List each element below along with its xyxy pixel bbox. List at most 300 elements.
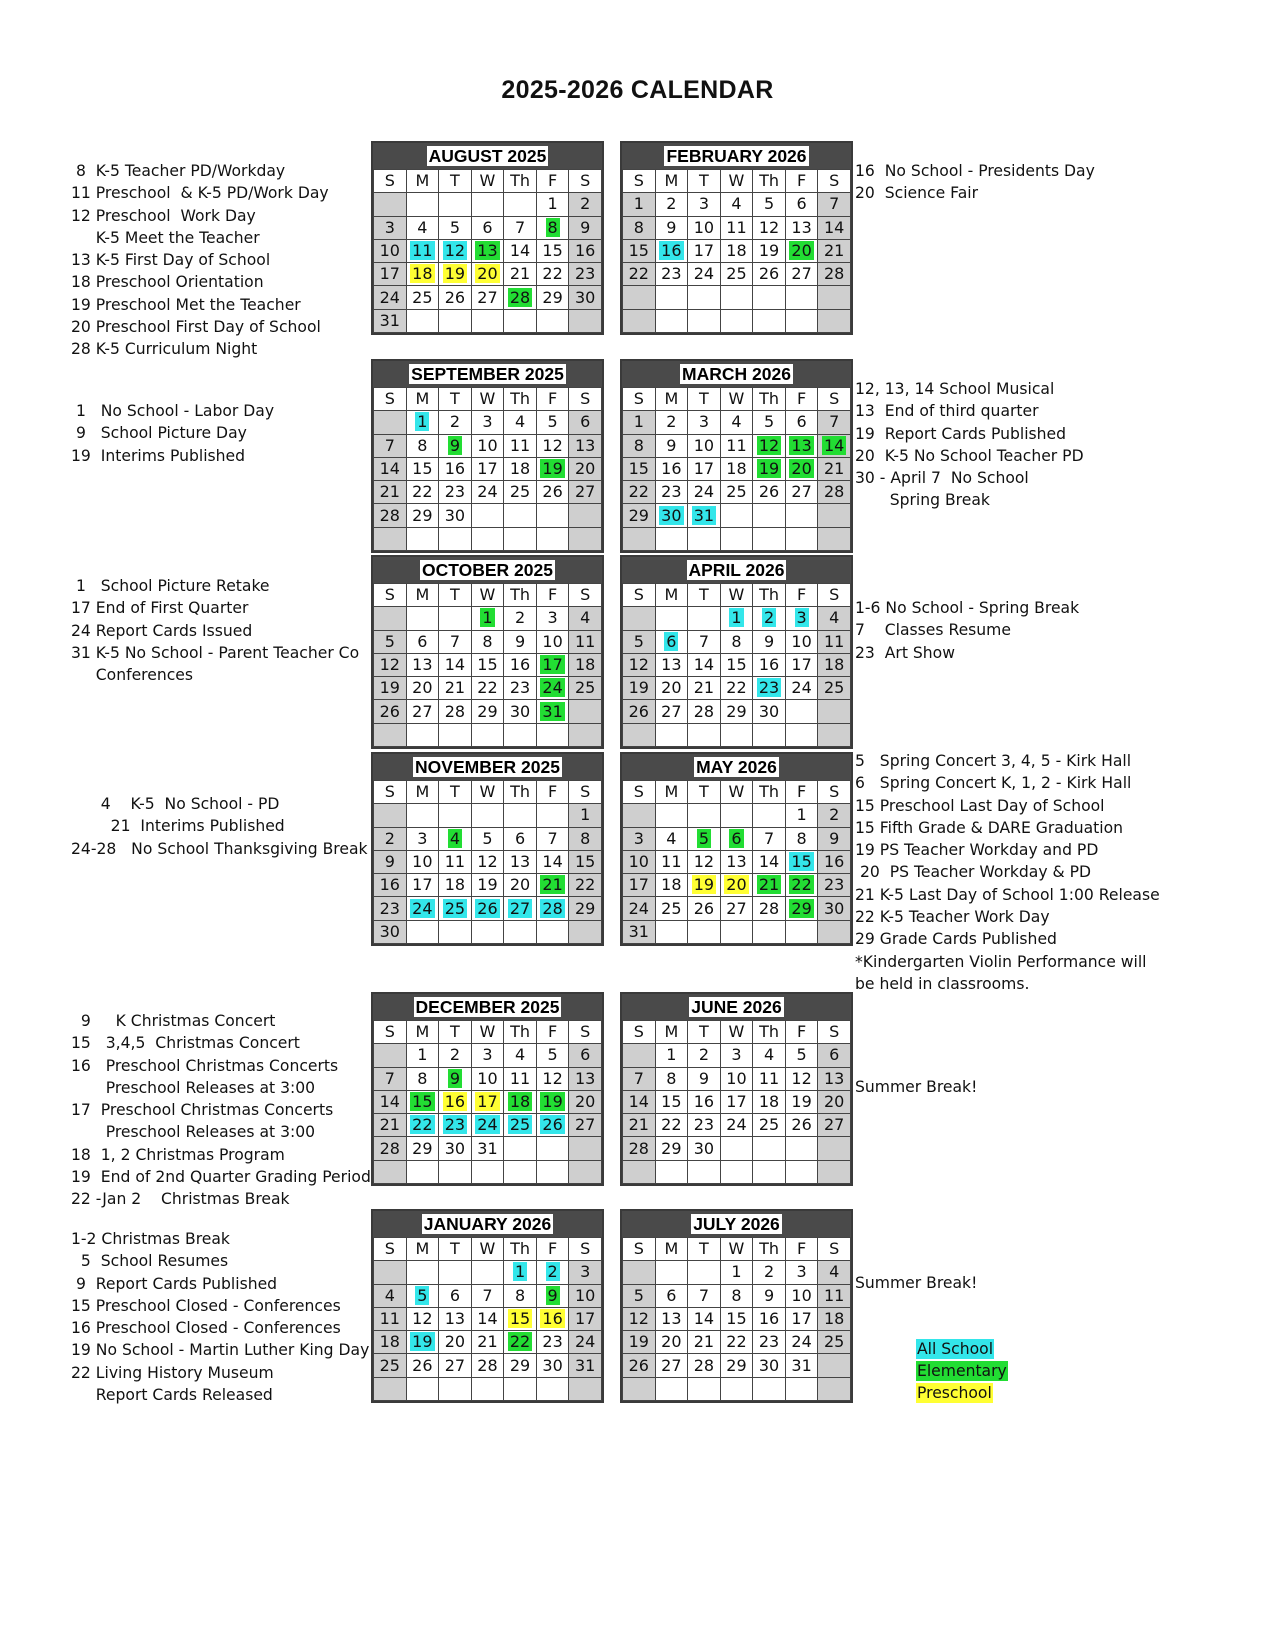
- week-row: [374, 653, 602, 676]
- day-cell: [753, 309, 786, 332]
- day-header: S: [623, 781, 656, 804]
- week-row: [623, 216, 851, 239]
- day-cell: 25: [818, 1331, 851, 1354]
- day-cell: [785, 700, 818, 723]
- day-cell: [504, 309, 537, 332]
- day-cell: [504, 504, 537, 527]
- day-header: F: [536, 584, 569, 607]
- day-cell: [471, 1160, 504, 1183]
- day-header: W: [471, 781, 504, 804]
- day-cell: [818, 1160, 851, 1183]
- day-cell: 6: [504, 827, 537, 850]
- week-row: [374, 1354, 602, 1377]
- day-cell: 25: [504, 1114, 537, 1137]
- week-row: [623, 804, 851, 827]
- day-cell: [720, 527, 753, 550]
- day-cell: [623, 723, 656, 746]
- day-cell: 19: [471, 874, 504, 897]
- day-cell: [536, 1160, 569, 1183]
- day-cell: [374, 804, 407, 827]
- day-header: W: [720, 1238, 753, 1261]
- week-row: [623, 527, 851, 550]
- day-cell: 15: [720, 1307, 753, 1330]
- week-row: [374, 827, 602, 850]
- day-header: M: [655, 584, 688, 607]
- day-cell: 7: [374, 434, 407, 457]
- day-cell: 27: [655, 700, 688, 723]
- day-cell: 4: [818, 607, 851, 630]
- day-cell: 1: [504, 1261, 537, 1284]
- day-cell: [818, 286, 851, 309]
- day-cell: 18: [406, 263, 439, 286]
- day-cell: 6: [818, 1044, 851, 1067]
- day-cell: 30: [688, 1137, 721, 1160]
- month-grid: [622, 1237, 851, 1401]
- day-cell: 20: [569, 1090, 602, 1113]
- day-cell: [439, 309, 472, 332]
- day-cell: 7: [753, 827, 786, 850]
- day-cell: 28: [818, 263, 851, 286]
- day-cell: [504, 1160, 537, 1183]
- day-cell: 17: [471, 1090, 504, 1113]
- day-cell: 21: [688, 677, 721, 700]
- day-cell: 3: [688, 411, 721, 434]
- day-cell: 13: [720, 850, 753, 873]
- legend-elementary: Elementary: [917, 1362, 1007, 1380]
- day-cell: 26: [623, 1354, 656, 1377]
- day-cell: 19: [623, 677, 656, 700]
- day-cell: [439, 1160, 472, 1183]
- day-cell: 5: [688, 827, 721, 850]
- day-cell: [439, 804, 472, 827]
- day-cell: [655, 309, 688, 332]
- day-cell: 26: [439, 286, 472, 309]
- day-cell: 4: [504, 411, 537, 434]
- day-cell: 13: [569, 1067, 602, 1090]
- day-cell: [536, 920, 569, 943]
- day-cell: 14: [471, 1307, 504, 1330]
- day-header: F: [785, 781, 818, 804]
- day-cell: 23: [536, 1331, 569, 1354]
- day-cell: 23: [439, 481, 472, 504]
- day-header: Th: [753, 584, 786, 607]
- day-cell: 25: [374, 1354, 407, 1377]
- day-header: S: [569, 781, 602, 804]
- day-cell: 2: [439, 1044, 472, 1067]
- day-cell: 21: [818, 457, 851, 480]
- day-cell: 13: [406, 653, 439, 676]
- day-header: S: [569, 584, 602, 607]
- notes-october: 1 School Picture Retake 17 End of First Quarter 24 Report Cards Issued 31 K-5 No School - Parent Teacher Co Conferences: [71, 577, 360, 685]
- week-row: [374, 527, 602, 550]
- day-cell: 2: [753, 607, 786, 630]
- day-cell: 11: [569, 630, 602, 653]
- day-cell: 8: [623, 216, 656, 239]
- day-cell: 12: [406, 1307, 439, 1330]
- day-cell: 2: [753, 1261, 786, 1284]
- day-cell: 12: [688, 850, 721, 873]
- day-cell: 24: [688, 481, 721, 504]
- day-cell: 26: [471, 897, 504, 920]
- day-cell: 5: [439, 216, 472, 239]
- day-cell: 13: [785, 216, 818, 239]
- day-cell: [406, 804, 439, 827]
- day-cell: 22: [720, 677, 753, 700]
- day-cell: 12: [753, 216, 786, 239]
- day-header: W: [471, 1021, 504, 1044]
- day-cell: 1: [720, 1261, 753, 1284]
- day-cell: [688, 920, 721, 943]
- day-cell: [785, 1160, 818, 1183]
- day-cell: 5: [785, 1044, 818, 1067]
- day-cell: 5: [374, 630, 407, 653]
- day-cell: [471, 723, 504, 746]
- day-cell: [471, 1261, 504, 1284]
- month-grid: [373, 780, 602, 944]
- day-cell: 28: [536, 897, 569, 920]
- week-row: [623, 827, 851, 850]
- day-cell: 8: [504, 1284, 537, 1307]
- day-header: M: [406, 388, 439, 411]
- day-cell: [655, 527, 688, 550]
- day-cell: 6: [439, 1284, 472, 1307]
- day-cell: [374, 527, 407, 550]
- day-cell: [504, 527, 537, 550]
- day-cell: 25: [655, 897, 688, 920]
- month-title: DECEMBER 2025: [373, 994, 602, 1020]
- day-cell: 30: [536, 1354, 569, 1377]
- day-cell: 1: [406, 411, 439, 434]
- day-cell: [785, 286, 818, 309]
- day-cell: 31: [688, 504, 721, 527]
- day-cell: 12: [471, 850, 504, 873]
- day-cell: 3: [471, 1044, 504, 1067]
- day-cell: 17: [374, 263, 407, 286]
- day-cell: 15: [471, 653, 504, 676]
- week-row: [623, 630, 851, 653]
- day-cell: 7: [439, 630, 472, 653]
- day-cell: 22: [569, 874, 602, 897]
- day-cell: 27: [720, 897, 753, 920]
- day-cell: 19: [536, 457, 569, 480]
- day-cell: 24: [688, 263, 721, 286]
- day-cell: 30: [374, 920, 407, 943]
- day-cell: [471, 309, 504, 332]
- day-cell: 13: [504, 850, 537, 873]
- day-cell: 18: [720, 239, 753, 262]
- day-header: S: [623, 1238, 656, 1261]
- day-cell: 22: [504, 1331, 537, 1354]
- day-cell: 1: [720, 607, 753, 630]
- day-cell: 7: [688, 1284, 721, 1307]
- day-cell: 23: [439, 1114, 472, 1137]
- day-cell: 21: [536, 874, 569, 897]
- week-row: [623, 1067, 851, 1090]
- day-cell: [439, 193, 472, 216]
- day-cell: 4: [406, 216, 439, 239]
- day-header: S: [374, 781, 407, 804]
- day-cell: 18: [439, 874, 472, 897]
- day-cell: 2: [655, 411, 688, 434]
- day-header: M: [655, 781, 688, 804]
- week-row: [374, 193, 602, 216]
- week-row: [374, 1114, 602, 1137]
- week-row: [623, 653, 851, 676]
- day-cell: 20: [818, 1090, 851, 1113]
- day-cell: 19: [623, 1331, 656, 1354]
- day-header: T: [688, 388, 721, 411]
- day-cell: [536, 723, 569, 746]
- day-cell: [374, 1377, 407, 1400]
- day-cell: 7: [504, 216, 537, 239]
- day-header: F: [785, 1238, 818, 1261]
- day-cell: 22: [785, 874, 818, 897]
- day-cell: 29: [655, 1137, 688, 1160]
- day-cell: 3: [374, 216, 407, 239]
- day-cell: [720, 723, 753, 746]
- day-cell: 10: [688, 216, 721, 239]
- day-cell: [623, 1261, 656, 1284]
- day-cell: 3: [536, 607, 569, 630]
- day-cell: 4: [504, 1044, 537, 1067]
- day-cell: 4: [720, 193, 753, 216]
- day-cell: 20: [785, 239, 818, 262]
- month-grid: [373, 583, 602, 747]
- day-cell: [720, 286, 753, 309]
- day-cell: 12: [439, 239, 472, 262]
- month-title: MARCH 2026: [622, 361, 851, 387]
- day-cell: 29: [569, 897, 602, 920]
- month-calendar: [371, 141, 604, 335]
- day-cell: 31: [569, 1354, 602, 1377]
- day-cell: [818, 1377, 851, 1400]
- day-cell: 17: [623, 874, 656, 897]
- week-row: [374, 309, 602, 332]
- day-cell: 8: [471, 630, 504, 653]
- month-calendar: [620, 1209, 853, 1403]
- day-cell: 18: [504, 457, 537, 480]
- day-cell: 15: [569, 850, 602, 873]
- day-header: Th: [504, 170, 537, 193]
- page-title: 2025-2026 CALENDAR: [501, 76, 774, 104]
- day-cell: 3: [688, 193, 721, 216]
- day-cell: [785, 1377, 818, 1400]
- day-header: M: [406, 584, 439, 607]
- day-cell: 14: [688, 1307, 721, 1330]
- week-row: [623, 434, 851, 457]
- day-cell: 9: [688, 1067, 721, 1090]
- day-cell: 25: [720, 481, 753, 504]
- day-cell: 28: [439, 700, 472, 723]
- day-cell: 23: [753, 1331, 786, 1354]
- day-cell: 30: [569, 286, 602, 309]
- day-cell: 14: [818, 216, 851, 239]
- day-header: T: [688, 1238, 721, 1261]
- week-row: [623, 920, 851, 943]
- month-grid: [373, 1237, 602, 1401]
- day-cell: [753, 286, 786, 309]
- day-cell: 3: [785, 607, 818, 630]
- day-cell: [406, 723, 439, 746]
- day-cell: 27: [439, 1354, 472, 1377]
- week-row: [374, 677, 602, 700]
- day-cell: [688, 527, 721, 550]
- day-cell: 25: [818, 677, 851, 700]
- day-cell: 10: [471, 434, 504, 457]
- week-row: [623, 481, 851, 504]
- day-cell: 4: [818, 1261, 851, 1284]
- day-cell: 22: [720, 1331, 753, 1354]
- day-cell: 13: [471, 239, 504, 262]
- week-row: [374, 804, 602, 827]
- day-cell: [374, 1261, 407, 1284]
- month-grid: [373, 169, 602, 333]
- week-row: [623, 850, 851, 873]
- day-header: S: [374, 1021, 407, 1044]
- day-cell: 15: [504, 1307, 537, 1330]
- day-cell: 23: [374, 897, 407, 920]
- day-cell: 26: [406, 1354, 439, 1377]
- day-cell: 4: [569, 607, 602, 630]
- day-cell: 6: [406, 630, 439, 653]
- week-row: [623, 723, 851, 746]
- day-cell: 4: [439, 827, 472, 850]
- day-cell: 4: [374, 1284, 407, 1307]
- day-cell: 8: [720, 630, 753, 653]
- day-cell: 29: [504, 1354, 537, 1377]
- day-cell: [439, 1377, 472, 1400]
- notes-may: 5 Spring Concert 3, 4, 5 - Kirk Hall 6 Spring Concert K, 1, 2 - Kirk Hall 15 Preschool Last Day of School 15 Fifth Grade & DARE Graduation 19 PS Teacher Workday and PD 20 PS Teacher Workday & PD 21 K-5 Last Day of School 1:00 Release 22 K-5 Teacher Work Day 29 Grade Cards Published *Kindergarten Violin Performance will be held in classrooms.: [855, 752, 1160, 993]
- day-cell: 19: [406, 1331, 439, 1354]
- day-header: W: [471, 388, 504, 411]
- day-cell: [818, 700, 851, 723]
- notes-december: 9 K Christmas Concert 15 3,4,5 Christmas Concert 16 Preschool Christmas Concerts Preschool Releases at 3:00 17 Preschool Christmas Concerts Preschool Releases at 3:00 18 1, 2 Christmas Program 19 End of 2nd Quarter Grading Period 22 -Jan 2 Christmas Break: [71, 1012, 371, 1209]
- day-cell: 13: [655, 1307, 688, 1330]
- day-header: F: [785, 170, 818, 193]
- day-cell: 26: [536, 481, 569, 504]
- day-cell: [569, 920, 602, 943]
- day-cell: 21: [818, 239, 851, 262]
- day-cell: [753, 804, 786, 827]
- week-row: [623, 1307, 851, 1330]
- day-cell: [471, 527, 504, 550]
- week-row: [374, 504, 602, 527]
- day-cell: 31: [536, 700, 569, 723]
- day-cell: [504, 920, 537, 943]
- day-cell: 27: [655, 1354, 688, 1377]
- day-cell: 11: [374, 1307, 407, 1330]
- day-cell: 19: [374, 677, 407, 700]
- day-cell: 17: [406, 874, 439, 897]
- month-grid: [622, 387, 851, 551]
- day-header: F: [785, 1021, 818, 1044]
- day-cell: 12: [623, 1307, 656, 1330]
- day-header: T: [688, 584, 721, 607]
- week-row: [374, 1160, 602, 1183]
- day-header: W: [471, 584, 504, 607]
- day-cell: 30: [753, 700, 786, 723]
- day-cell: 22: [471, 677, 504, 700]
- notes-march: 12, 13, 14 School Musical 13 End of third quarter 19 Report Cards Published 20 K-5 No School Teacher PD 30 - April 7 No School Spring Break: [855, 380, 1084, 510]
- day-cell: 9: [753, 1284, 786, 1307]
- day-cell: [504, 723, 537, 746]
- day-cell: 6: [569, 1044, 602, 1067]
- day-header: F: [536, 170, 569, 193]
- day-cell: 23: [818, 874, 851, 897]
- month-title: MAY 2026: [622, 754, 851, 780]
- month-title: NOVEMBER 2025: [373, 754, 602, 780]
- day-header: S: [818, 781, 851, 804]
- day-cell: 9: [439, 1067, 472, 1090]
- day-cell: 30: [753, 1354, 786, 1377]
- day-header: Th: [753, 781, 786, 804]
- day-cell: 17: [569, 1307, 602, 1330]
- day-cell: [688, 309, 721, 332]
- day-cell: 9: [504, 630, 537, 653]
- day-cell: 3: [471, 411, 504, 434]
- day-cell: [471, 920, 504, 943]
- month-title: JUNE 2026: [622, 994, 851, 1020]
- day-cell: 31: [374, 309, 407, 332]
- day-cell: 29: [785, 897, 818, 920]
- week-row: [374, 1090, 602, 1113]
- week-row: [623, 1261, 851, 1284]
- notes-june: Summer Break!: [855, 1078, 978, 1096]
- day-header: Th: [504, 1238, 537, 1261]
- day-cell: 18: [374, 1331, 407, 1354]
- day-cell: [753, 527, 786, 550]
- day-cell: [374, 411, 407, 434]
- week-row: [374, 723, 602, 746]
- day-cell: 16: [688, 1090, 721, 1113]
- week-row: [374, 607, 602, 630]
- month-grid: [373, 387, 602, 551]
- day-cell: [536, 1137, 569, 1160]
- day-cell: 14: [439, 653, 472, 676]
- day-cell: [623, 1377, 656, 1400]
- day-cell: [688, 723, 721, 746]
- month-title: OCTOBER 2025: [373, 557, 602, 583]
- day-cell: [439, 723, 472, 746]
- week-row: [374, 850, 602, 873]
- day-cell: 21: [753, 874, 786, 897]
- day-cell: 13: [818, 1067, 851, 1090]
- day-header: T: [688, 170, 721, 193]
- week-row: [623, 286, 851, 309]
- day-cell: 5: [536, 1044, 569, 1067]
- day-cell: 18: [720, 457, 753, 480]
- week-row: [623, 700, 851, 723]
- day-cell: 24: [374, 286, 407, 309]
- day-header: Th: [753, 170, 786, 193]
- day-cell: 29: [536, 286, 569, 309]
- day-cell: [785, 309, 818, 332]
- day-cell: 31: [471, 1137, 504, 1160]
- day-cell: 27: [471, 286, 504, 309]
- day-cell: 6: [720, 827, 753, 850]
- day-header: S: [623, 388, 656, 411]
- day-cell: 12: [374, 653, 407, 676]
- week-row: [374, 700, 602, 723]
- day-cell: 1: [623, 193, 656, 216]
- day-cell: [785, 527, 818, 550]
- day-cell: 5: [471, 827, 504, 850]
- day-cell: 7: [471, 1284, 504, 1307]
- day-cell: 23: [655, 481, 688, 504]
- day-cell: 3: [785, 1261, 818, 1284]
- week-row: [623, 1044, 851, 1067]
- day-header: T: [439, 1021, 472, 1044]
